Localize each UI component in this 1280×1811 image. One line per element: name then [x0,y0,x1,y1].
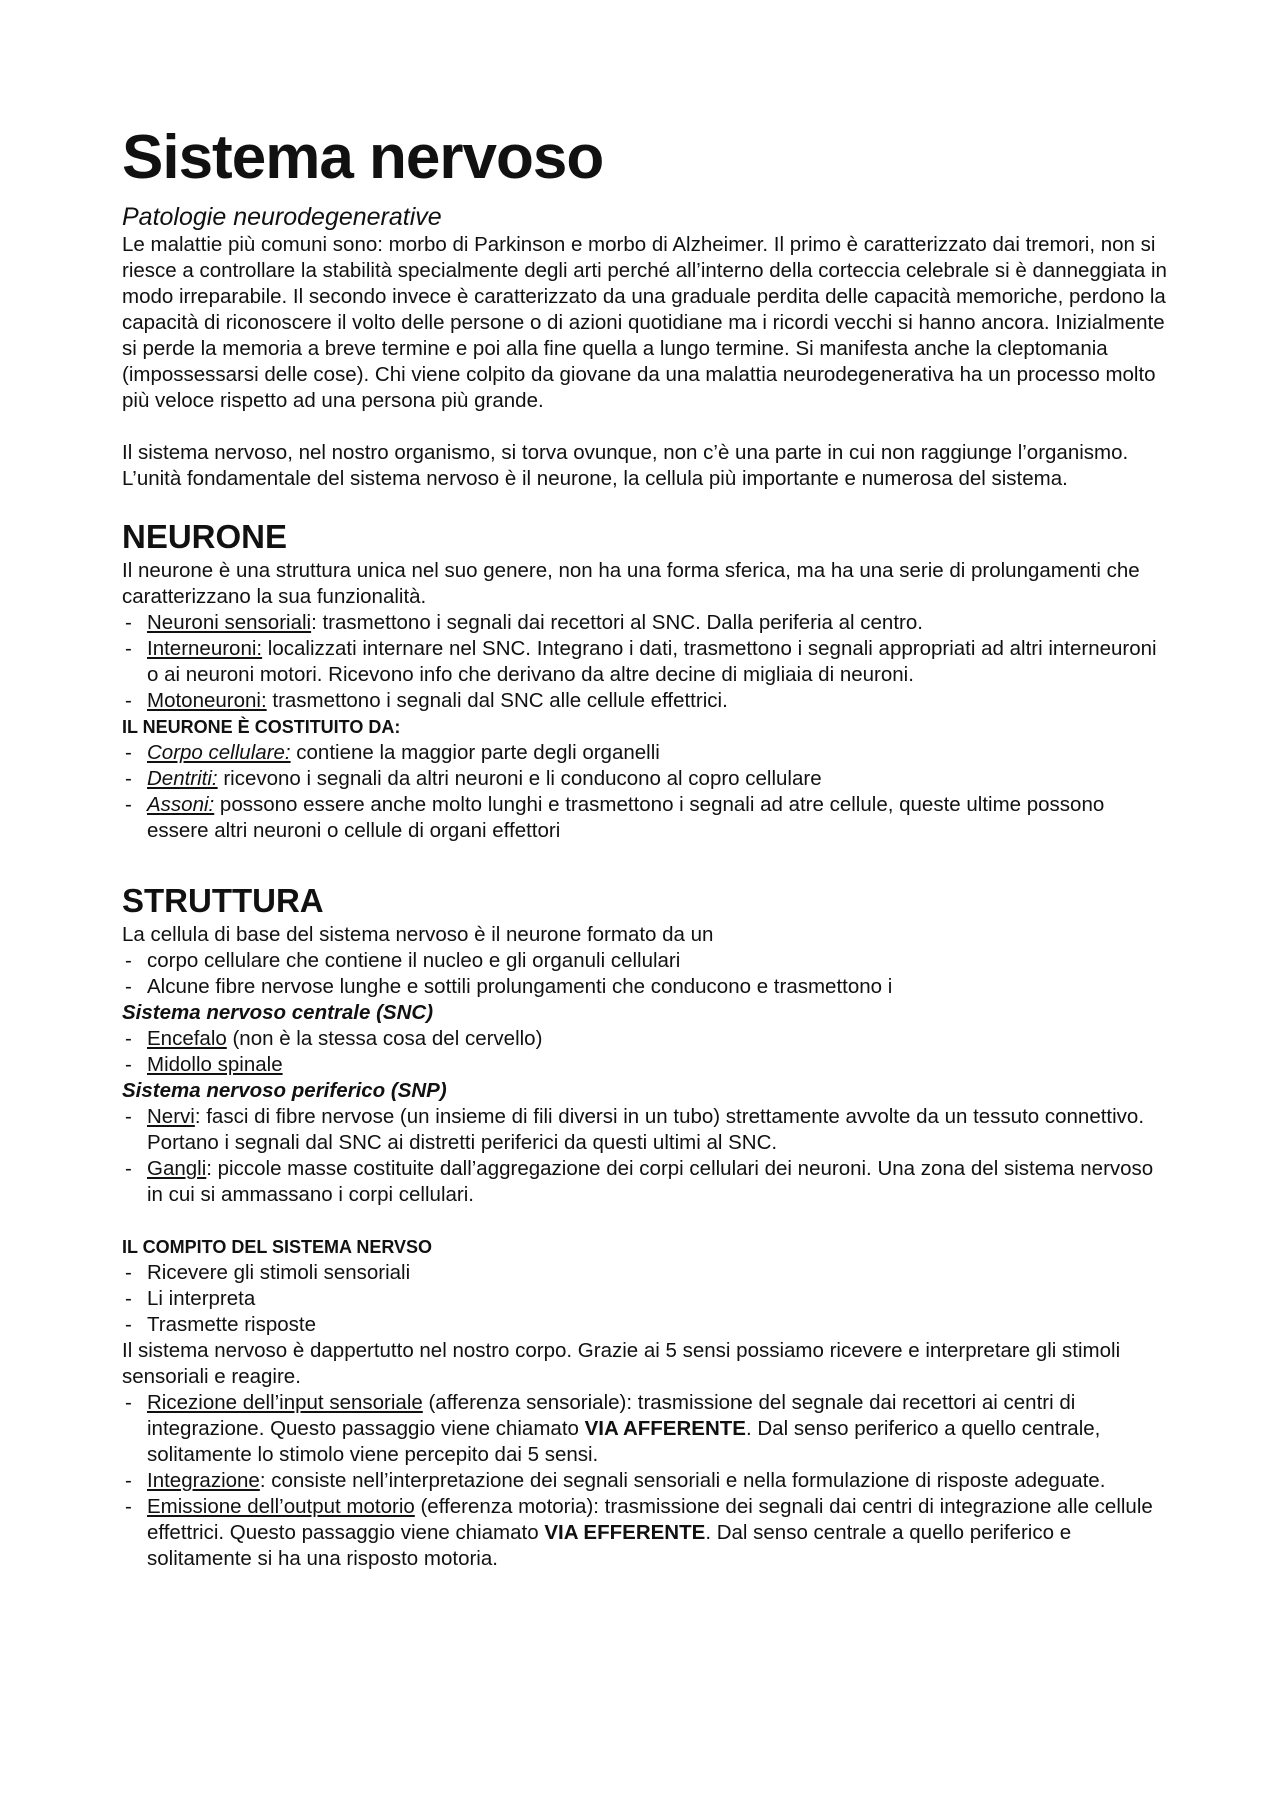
page-title: Sistema nervoso [122,123,604,192]
struttura-list [122,948,1167,1000]
overview-paragraph: Il sistema nervoso, nel nostro organismo, si torva ovunque, non c’è una parte in cui non raggiunge l’organismo. L’unità fondamentale del sistema nervoso è il neurone, la cellula più importante e numerosa del sistema. [122,441,1129,490]
compito-paragraph: Il sistema nervoso è dappertutto nel nostro corpo. Grazie ai 5 sensi possiamo ricevere e interpretare gli stimoli sensoriali e reagire. [122,1339,1121,1388]
list-term: Ricezione dell’input sensoriale [147,1391,423,1414]
phases-list [122,1390,1167,1572]
list-item: - Assoni: possono essere anche molto lunghi e trasmettono i segnali ad atre cellule, queste ultime possono essere altri neuroni o cellule di organi effettori [122,792,1167,844]
neurone-types-list [122,610,1167,714]
list-term: Midollo spinale [147,1053,283,1076]
list-term: Neuroni sensoriali [147,611,312,634]
list-item: - Trasmette risposte [122,1312,1167,1338]
list-term: Motoneuroni: [147,689,267,712]
snc-heading: Sistema nervoso centrale (SNC) [122,1001,434,1024]
list-item: - Corpo cellulare: contiene la maggior parte degli organelli [122,740,1167,766]
list-item: - Ricezione dell’input sensoriale (afferenza sensoriale): trasmissione del segnale dai recettori ai centri di integrazione. Questo passaggio viene chiamato VIA AFFERENTE. Dal senso periferico a quello centrale, solitamente lo stimolo viene percepito dai 5 sensi. [122,1390,1167,1468]
list-item: - Emissione dell’output motorio (efferenza motoria): trasmissione dei segnali dai centri di integrazione alle cellule effettrici. Questo passaggio viene chiamato VIA EFFERENTE. Dal senso centrale a quello periferico e solitamente si ha una risposto motoria. [122,1494,1167,1572]
list-term: Dentriti: [147,767,218,790]
list-item: - Li interpreta [122,1286,1167,1312]
list-term: Interneuroni: [147,637,263,660]
list-item: - Neuroni sensoriali: trasmettono i segnali dai recettori al SNC. Dalla periferia al centro. [122,610,1167,636]
list-item: - Alcune fibre nervose lunghe e sottili prolungamenti che conducono e trasmettono i [122,974,1167,1000]
snp-heading: Sistema nervoso periferico (SNP) [122,1079,447,1102]
list-term: Integrazione [147,1469,260,1492]
document-page [122,120,1167,1572]
list-term: Encefalo [147,1027,227,1050]
section-heading-neurone: NEURONE [122,518,288,555]
neurone-parts-list [122,740,1167,844]
snc-list [122,1026,1167,1078]
list-item: - Gangli: piccole masse costituite dall’aggregazione dei corpi cellulari dei neuroni. Una zona del sistema nervoso in cui si ammassano i corpi cellulari. [122,1156,1167,1208]
snp-list [122,1104,1167,1208]
neurone-parts-heading: IL NEURONE È COSTITUITO DA: [122,717,401,737]
neurone-paragraph: Il neurone è una struttura unica nel suo genere, non ha una forma sferica, ma ha una serie di prolungamenti che caratterizzano la sua funzionalità. [122,559,1140,608]
list-item: - Integrazione: consiste nell’interpretazione dei segnali sensoriali e nella formulazione di risposte adeguate. [122,1468,1167,1494]
list-item: - Dentriti: ricevono i segnali da altri neuroni e li conducono al copro cellulare [122,766,1167,792]
section-heading-struttura: STRUTTURA [122,882,324,919]
list-term: Nervi [147,1105,195,1128]
compito-list [122,1260,1167,1338]
list-item: - Ricevere gli stimoli sensoriali [122,1260,1167,1286]
list-term: Gangli [147,1157,207,1180]
list-item: - Interneuroni: localizzati internare nel SNC. Integrano i dati, trasmettono i segnali appropriati ad altri interneuroni o ai neuroni motori. Ricevono info che derivano da altre decine di migliaia di neuroni. [122,636,1167,688]
list-term: Emissione dell’output motorio [147,1495,415,1518]
intro-paragraph: Le malattie più comuni sono: morbo di Parkinson e morbo di Alzheimer. Il primo è caratterizzato dai tremori, non si riesce a controllare la stabilità specialmente degli arti perché all’interno della corteccia celebrale si è danneggiata in modo irreparabile. Il secondo invece è caratterizzato da una graduale perdita delle capacità memoriche, perdono la capacità di riconoscere il volto delle persone o di azioni quotidiane ma i ricordi vecchi si hanno ancora. Inizialmente si perde la memoria a breve termine e poi alla fine quella a lungo termine. Si manifesta anche la cleptomania (impossessarsi delle cose). Chi viene colpito da giovane da una malattia neurodegenerativa ha un processo molto più veloce rispetto ad una persona più grande. [122,233,1167,412]
list-item: - Motoneuroni: trasmettono i segnali dal SNC alle cellule effettrici. [122,688,1167,714]
list-item: - corpo cellulare che contiene il nucleo e gli organuli cellulari [122,948,1167,974]
list-item: - Nervi: fasci di fibre nervose (un insieme di fili diversi in un tubo) strettamente avvolte da un tessuto connettivo. Portano i segnali dal SNC ai distretti periferici da questi ultimi al SNC. [122,1104,1167,1156]
list-term: Corpo cellulare: [147,741,291,764]
struttura-paragraph: La cellula di base del sistema nervoso è il neurone formato da un [122,923,714,946]
list-term: Assoni: [147,793,215,816]
list-item [122,1052,1167,1078]
list-item: - Encefalo (non è la stessa cosa del cervello) [122,1026,1167,1052]
compito-heading: IL COMPITO DEL SISTEMA NERVSO [122,1237,433,1257]
page-subtitle: Patologie neurodegenerative [122,203,442,231]
